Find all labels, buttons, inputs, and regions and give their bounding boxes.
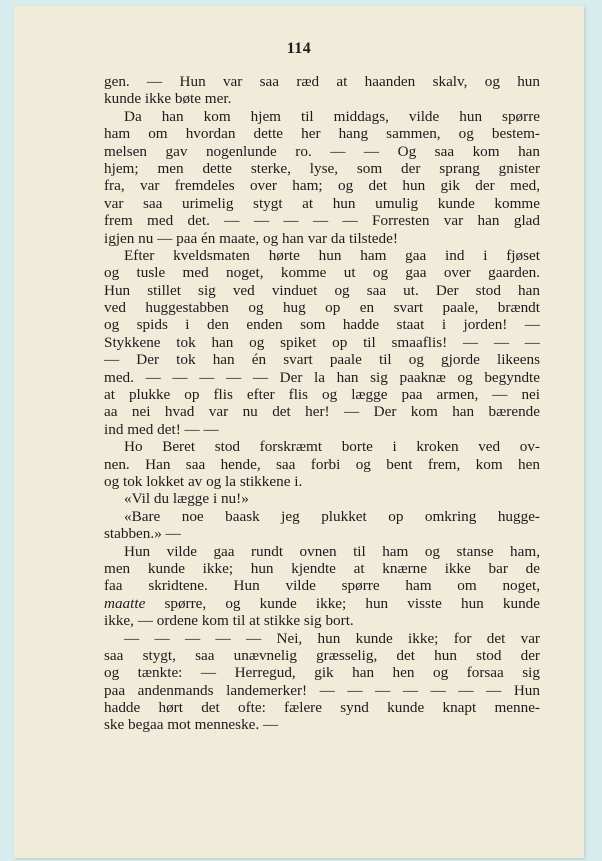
text-line: faa skridtene. Hun vilde spørre ham om noget, xyxy=(104,577,540,595)
text-line: og tok lokket av og la stikkene i. xyxy=(104,472,303,490)
text-line: Da han kom hjem til middags, vilde hun spørre xyxy=(124,107,540,125)
text-line: melsen gav nogenlunde ro. — — Og saa kom han xyxy=(104,142,540,160)
text-line: Efter kveldsmaten hørte hun ham gaa ind i fjøset xyxy=(124,246,540,264)
text-line: ham om hvordan dette her hang sammen, og bestem- xyxy=(104,125,540,143)
page-number: 114 xyxy=(286,40,312,57)
text-line: at plukke op flis efter flis og lægge paa armen, — nei xyxy=(104,386,540,404)
text-line: «Bare noe baask jeg plukket op omkring hugge- xyxy=(124,507,540,525)
text-line: paa andenmands landemerker! — — — — — — — Hun xyxy=(104,681,540,699)
text-line: kunde ikke bøte mer. xyxy=(104,90,232,108)
text-line: stabben.» — xyxy=(104,525,181,543)
text-line: og tænkte: — Herregud, gik han hen og forsaa sig xyxy=(104,664,540,682)
text-line: frem med det. — — — — — Forresten var han glad xyxy=(104,212,540,230)
text-line: og spids i den enden som hadde staat i jorden! — xyxy=(104,316,540,334)
text-line: Hun stillet sig ved vinduet og saa ut. Der stod han xyxy=(104,281,540,299)
text-line: igjen nu — paa én maate, og han var da tilstede! xyxy=(104,229,398,247)
text-line: ind med det! — — xyxy=(104,420,219,438)
text-line: ved huggestabben og hug op en svart paale, brændt xyxy=(104,299,540,317)
text-line: var saa urimelig stygt at hun umulig kunde komme xyxy=(104,194,540,212)
text-line: nen. Han saa hende, saa forbi og bent frem, kom hen xyxy=(104,455,540,473)
text-line: aa nei hvad var nu det her! — Der kom han bærende xyxy=(104,403,540,421)
text-line: hjem; men dette sterke, lyse, som der sprang gnister xyxy=(104,159,540,177)
text-line: gen. — Hun var saa ræd at haanden skalv, og hun xyxy=(104,73,540,90)
text-line: maatte spørre, og kunde ikke; hun visste hun kunde xyxy=(104,594,540,612)
text-line: «Vil du lægge i nu!» xyxy=(124,490,249,508)
text-line: hadde hørt det ofte: fælere synd kunde knapt menne- xyxy=(104,699,540,717)
text-line: men kunde ikke; hun kjendte at knærne ikke bar de xyxy=(104,559,540,577)
text-line: — Der tok han én svart paale til og gjorde likeens xyxy=(104,351,540,369)
text-line: ske begaa mot menneske. — xyxy=(104,716,279,734)
page-text xyxy=(104,73,540,734)
text-line: saa stygt, saa unævnelig græsselig, det hun stod der xyxy=(104,646,540,664)
text-line: Hun vilde gaa rundt ovnen til ham og stanse ham, xyxy=(124,542,540,560)
book-page xyxy=(14,6,584,858)
text-line: og tusle med noget, komme ut og gaa over gaarden. xyxy=(104,264,540,282)
text-line: Stykkene tok han og spiket op til smaaflis! — — — xyxy=(104,333,540,351)
text-line: ikke, — ordene kom til at stikke sig bort. xyxy=(104,612,354,630)
text-line: med. — — — — — Der la han sig paaknæ og begyndte xyxy=(104,368,540,386)
text-line: Ho Beret stod forskræmt borte i kroken ved ov- xyxy=(124,438,540,456)
text-line: — — — — — Nei, hun kunde ikke; for det var xyxy=(124,629,540,647)
text-line: fra, var fremdeles over ham; og det hun gik der med, xyxy=(104,177,540,195)
